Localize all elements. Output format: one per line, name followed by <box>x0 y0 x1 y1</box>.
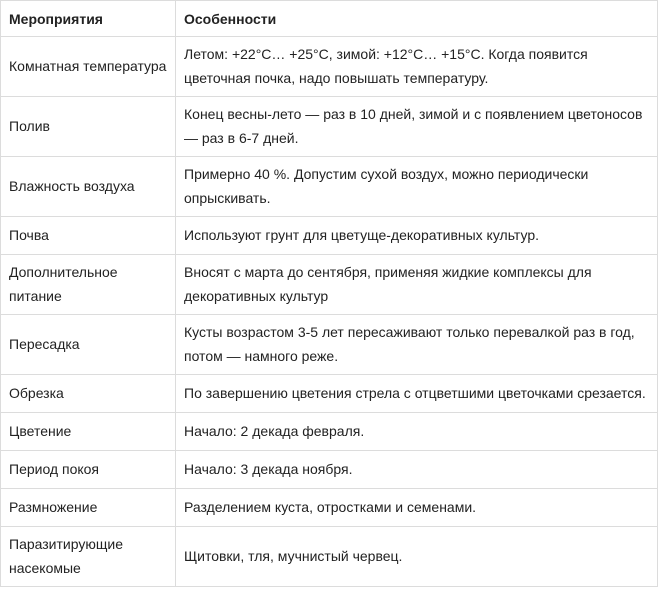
row-details: Разделением куста, отростками и семенами. <box>176 489 658 527</box>
row-event: Полив <box>1 97 176 157</box>
table-row <box>1 489 658 527</box>
row-event: Дополнительное питание <box>1 255 176 315</box>
table-row <box>1 527 658 587</box>
row-details: Вносят с марта до сентября, применяя жидкие комплексы для декоративных культур <box>176 255 658 315</box>
row-event: Влажность воздуха <box>1 157 176 217</box>
row-event: Паразитирующие насекомые <box>1 527 176 587</box>
table-row <box>1 375 658 413</box>
row-event: Комнатная температура <box>1 37 176 97</box>
header-events: Мероприятия <box>1 1 176 37</box>
table-row <box>1 315 658 375</box>
table-row <box>1 97 658 157</box>
header-features: Особенности <box>176 1 658 37</box>
row-details: Начало: 3 декада ноября. <box>176 451 658 489</box>
row-details: По завершению цветения стрела с отцветшими цветочками срезается. <box>176 375 658 413</box>
table-row <box>1 217 658 255</box>
row-details: Щитовки, тля, мучнистый червец. <box>176 527 658 587</box>
table-row <box>1 37 658 97</box>
row-event: Размножение <box>1 489 176 527</box>
row-details: Примерно 40 %. Допустим сухой воздух, можно периодически опрыскивать. <box>176 157 658 217</box>
table-row <box>1 413 658 451</box>
row-details: Используют грунт для цветуще-декоративных культур. <box>176 217 658 255</box>
table-row <box>1 451 658 489</box>
row-details: Конец весны-лето — раз в 10 дней, зимой и с появлением цветоносов — раз в 6-7 дней. <box>176 97 658 157</box>
row-event: Период покоя <box>1 451 176 489</box>
table-row <box>1 157 658 217</box>
row-event: Цветение <box>1 413 176 451</box>
row-details: Кусты возрастом 3-5 лет пересаживают только перевалкой раз в год, потом — намного реже. <box>176 315 658 375</box>
table-header-row <box>1 1 658 37</box>
row-details: Начало: 2 декада февраля. <box>176 413 658 451</box>
row-details: Летом: +22°C… +25°C, зимой: +12°C… +15°C. Когда появится цветочная почка, надо повышать температуру. <box>176 37 658 97</box>
table-row <box>1 255 658 315</box>
row-event: Обрезка <box>1 375 176 413</box>
row-event: Пересадка <box>1 315 176 375</box>
row-event: Почва <box>1 217 176 255</box>
